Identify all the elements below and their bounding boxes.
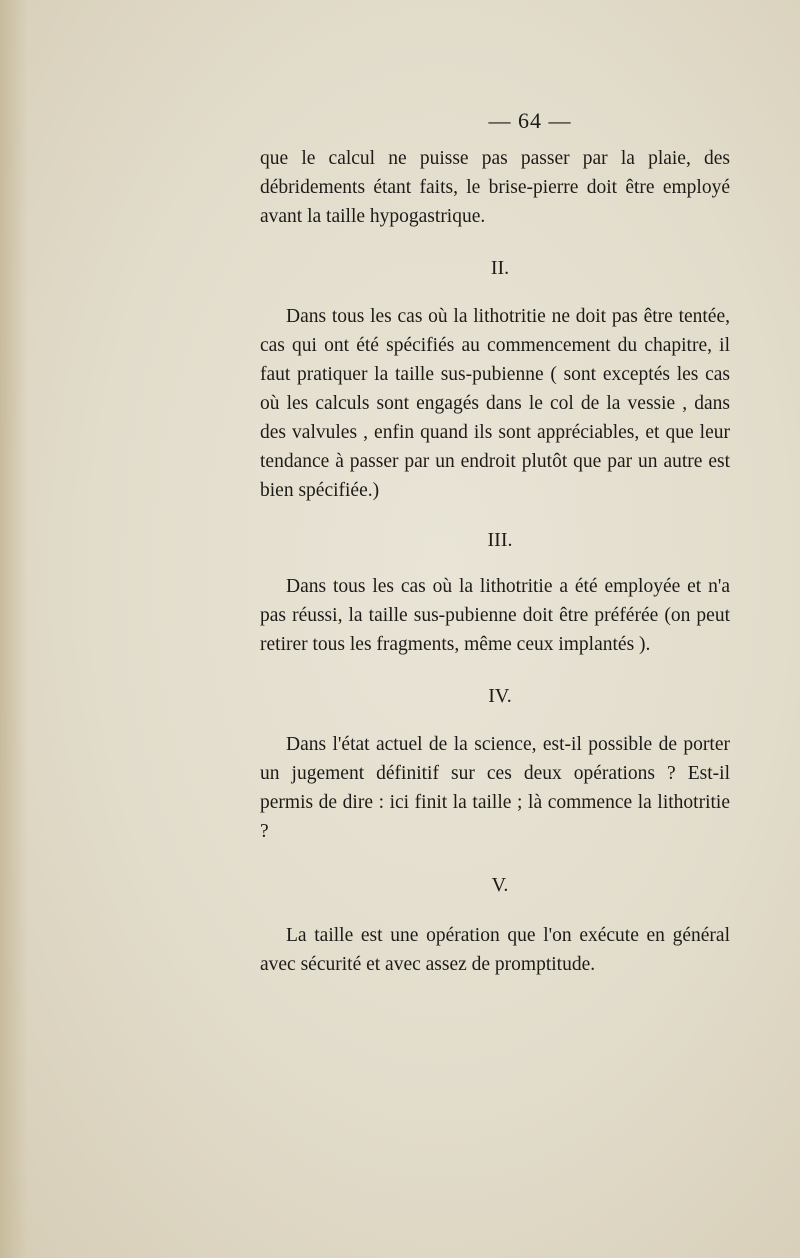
- paragraph-section-v: La taille est une opération que l'on exécute en général avec sécurité et avec assez de promptitude.: [260, 925, 730, 975]
- section-heading-ii: II.: [490, 257, 510, 279]
- section-heading-iv: IV.: [488, 685, 512, 707]
- paragraph-section-ii: Dans tous les cas où la lithotritie ne doit pas être tentée, cas qui ont été spécifiés au commencement du chapitre, il faut pratiquer la taille sus-pubienne ( sont exceptés les cas où les calculs sont engagés dans le col de la vessie , dans des valvules , enfin quand ils sont appréciables, et que leur tendance à passer par un endroit plutôt que par un autre est bien spécifiée.): [260, 306, 730, 501]
- page-number: — 64 —: [488, 108, 572, 133]
- page-edge-shadow: [0, 0, 28, 1258]
- section-heading-iii: III.: [487, 529, 513, 551]
- paragraph-section-iii: Dans tous les cas où la lithotritie a été employée et n'a pas réussi, la taille sus-pubienne doit être préférée (on peut retirer tous les fragments, même ceux implantés ).: [260, 576, 730, 655]
- paragraph-continuation: que le calcul ne puisse pas passer par la plaie, des débridements étant faits, le brise-pierre doit être employé avant la taille hypogastrique.: [260, 148, 730, 227]
- section-heading-v: V.: [491, 874, 509, 896]
- text-column: [260, 108, 730, 979]
- paragraph-section-iv: Dans l'état actuel de la science, est-il possible de porter un jugement définitif sur ces deux opérations ? Est-il permis de dire : ici finit la taille ; là commence la lithotritie ?: [260, 734, 730, 842]
